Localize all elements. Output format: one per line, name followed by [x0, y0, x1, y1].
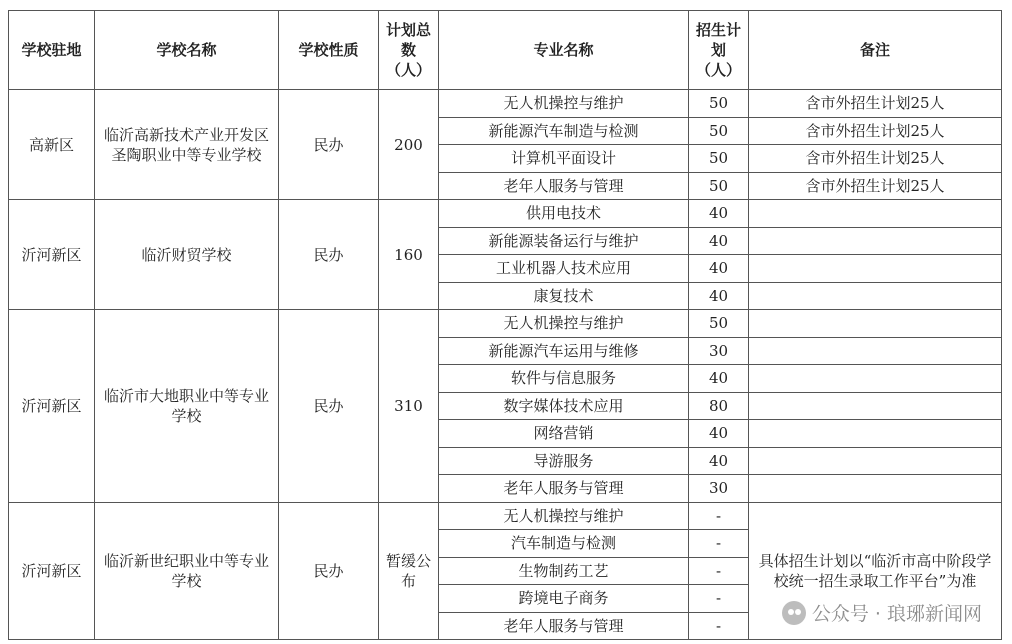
group-note: 具体招生计划以“临沂市高中阶段学校统一招生录取工作平台”为准 [749, 502, 1002, 640]
major-plan: - [689, 530, 749, 558]
major-note [749, 392, 1002, 420]
school-location: 沂河新区 [9, 310, 95, 503]
header-major: 专业名称 [439, 11, 689, 90]
major-plan: 40 [689, 365, 749, 393]
header-school-name: 学校名称 [95, 11, 279, 90]
major-note: 含市外招生计划25人 [749, 172, 1002, 200]
major-name: 汽车制造与检测 [439, 530, 689, 558]
wechat-icon [782, 601, 806, 625]
major-name: 新能源汽车制造与检测 [439, 117, 689, 145]
major-name: 新能源汽车运用与维修 [439, 337, 689, 365]
major-name: 老年人服务与管理 [439, 612, 689, 640]
major-name: 老年人服务与管理 [439, 172, 689, 200]
school-location: 沂河新区 [9, 502, 95, 640]
major-plan: 50 [689, 117, 749, 145]
major-note: 含市外招生计划25人 [749, 117, 1002, 145]
school-name: 临沂新世纪职业中等专业学校 [95, 502, 279, 640]
school-total: 200 [379, 90, 439, 200]
school-total: 160 [379, 200, 439, 310]
header-total: 计划总数（人） [379, 11, 439, 90]
major-note [749, 200, 1002, 228]
major-name: 无人机操控与维护 [439, 310, 689, 338]
school-nature: 民办 [279, 502, 379, 640]
major-plan: 30 [689, 475, 749, 503]
major-plan: 50 [689, 172, 749, 200]
major-note [749, 227, 1002, 255]
school-nature: 民办 [279, 90, 379, 200]
major-note [749, 282, 1002, 310]
major-name: 数字媒体技术应用 [439, 392, 689, 420]
major-name: 康复技术 [439, 282, 689, 310]
major-name: 无人机操控与维护 [439, 502, 689, 530]
major-name: 供用电技术 [439, 200, 689, 228]
major-plan: - [689, 612, 749, 640]
school-name: 临沂高新技术产业开发区圣陶职业中等专业学校 [95, 90, 279, 200]
major-plan: 40 [689, 200, 749, 228]
major-name: 老年人服务与管理 [439, 475, 689, 503]
table-row [9, 502, 1002, 530]
major-plan: 40 [689, 255, 749, 283]
major-name: 生物制药工艺 [439, 557, 689, 585]
header-plan: 招生计划（人） [689, 11, 749, 90]
major-plan: 40 [689, 447, 749, 475]
major-plan: 80 [689, 392, 749, 420]
major-name: 网络营销 [439, 420, 689, 448]
table-row [9, 200, 1002, 228]
major-note [749, 365, 1002, 393]
major-name: 工业机器人技术应用 [439, 255, 689, 283]
school-name: 临沂财贸学校 [95, 200, 279, 310]
major-plan: - [689, 557, 749, 585]
major-note [749, 420, 1002, 448]
school-total: 暂缓公布 [379, 502, 439, 640]
major-plan: 50 [689, 90, 749, 118]
major-name: 跨境电子商务 [439, 585, 689, 613]
major-note [749, 255, 1002, 283]
enrollment-table [8, 10, 1002, 640]
major-plan: 50 [689, 310, 749, 338]
header-location: 学校驻地 [9, 11, 95, 90]
school-total: 310 [379, 310, 439, 503]
major-note: 含市外招生计划25人 [749, 145, 1002, 173]
school-name: 临沂市大地职业中等专业学校 [95, 310, 279, 503]
school-nature: 民办 [279, 200, 379, 310]
major-note [749, 447, 1002, 475]
school-nature: 民办 [279, 310, 379, 503]
major-name: 软件与信息服务 [439, 365, 689, 393]
major-name: 计算机平面设计 [439, 145, 689, 173]
major-note [749, 475, 1002, 503]
major-name: 无人机操控与维护 [439, 90, 689, 118]
watermark [782, 599, 982, 626]
major-plan: 40 [689, 282, 749, 310]
major-name: 导游服务 [439, 447, 689, 475]
major-plan: 50 [689, 145, 749, 173]
table-row [9, 310, 1002, 338]
major-name: 新能源装备运行与维护 [439, 227, 689, 255]
major-plan: 30 [689, 337, 749, 365]
school-location: 高新区 [9, 90, 95, 200]
school-location: 沂河新区 [9, 200, 95, 310]
watermark-text: 公众号 · 琅琊新闻网 [811, 603, 982, 625]
major-plan: - [689, 502, 749, 530]
major-note [749, 337, 1002, 365]
major-plan: 40 [689, 420, 749, 448]
header-note: 备注 [749, 11, 1002, 90]
table-row [9, 90, 1002, 118]
major-plan: 40 [689, 227, 749, 255]
major-note: 含市外招生计划25人 [749, 90, 1002, 118]
header-row [9, 11, 1002, 90]
major-note [749, 310, 1002, 338]
major-plan: - [689, 585, 749, 613]
header-nature: 学校性质 [279, 11, 379, 90]
